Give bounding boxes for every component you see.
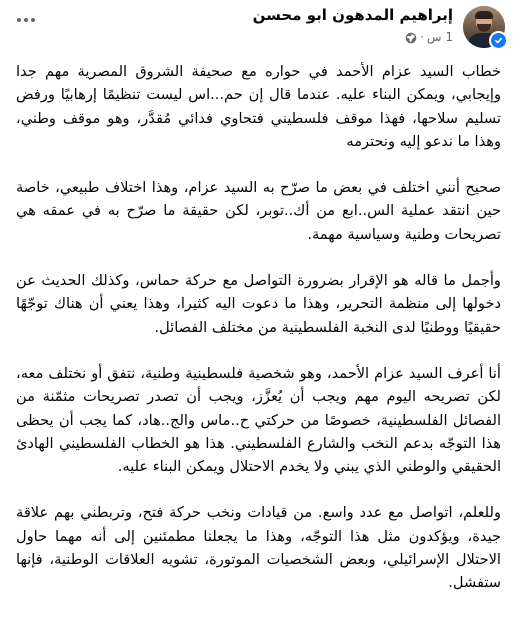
globe-icon[interactable] — [405, 31, 417, 43]
post-meta — [253, 28, 453, 46]
more-options-dot — [24, 18, 28, 22]
post-text — [16, 60, 501, 618]
more-options-dot — [17, 18, 21, 22]
post-header — [0, 4, 519, 54]
verified-badge-icon — [489, 31, 508, 50]
post-paragraph: وأجمل ما قاله هو الإقرار بضرورة التواصل مع حركة حماس، وكذلك الحديث عن دخولها إلى منظمة التحرير، وهذا ما دعوت اليه كثيرا، وهذا يعني أن هناك توجّهًا حقيقيًا ووطنيًا لدى النخبة الفلسطينية من مختلف الفصائل. — [16, 272, 501, 336]
post-time[interactable]: 1 س — [426, 30, 453, 44]
post-paragraph: أنا أعرف السيد عزام الأحمد، وهو شخصية فلسطينية وطنية، نتفق أو نختلف معه، لكن تصريحه اليوم مهم ويجب أن يُعزَّز، ويجب أن تصدر تصريحات مثمّنة من الفصائل الفلسطينية، خصوصًا من حركتي ح..ماس والج..هاد، كما يجب أن يحظى هذا التوجّه بدعم النخب والشارع الفلسطيني. هذا هو الخطاب الفلسطيني الهادئ الحقيقي والوطني الذي يبني ولا يخدم الاحتلال ويمكن البناء عليه. — [16, 364, 501, 476]
post-paragraph: صحيح أنني اختلف في بعض ما صرّح به السيد عزام، وهذا اختلاف طبيعي، خاصة حين انتقد عملية الس..ابع من أك..توبر، لكن حقيقة ما صرّح به في عمقه هي تصريحات وطنية وسياسية مهمة. — [16, 179, 501, 243]
post-paragraph: خطاب السيد عزام الأحمد في حواره مع صحيفة الشروق المصرية مهم جدا وإيجابي، ويمكن البناء عليه. عندما قال إن حم...اس ليست تنظيمًا إرهابيًا ورفض تسليم سلاحها، فهذا موقف فلسطيني فتحاوي فدائي مُقدَّر، وهو موقف وطني، وهذا ما ندعو إليه ونحترمه — [16, 63, 501, 150]
author-info — [253, 4, 453, 46]
author-name[interactable]: إبراهيم المدهون ابو محسن — [252, 6, 453, 24]
meta-separator: · — [420, 30, 424, 44]
more-options-button[interactable] — [12, 10, 40, 30]
more-options-dot — [31, 18, 35, 22]
post-paragraph: وللعلم، اتواصل مع عدد واسع. من قيادات ونخب حركة فتح، وتربطني بهم علاقة جيدة، ويؤكدون مثل هذا التوجّه، وهذا ما يجعلنا مطمئنين إلى أنه مهما حاول الاحتلال الإسرائيلي، وبعض الشخصيات الموتورة، تشويه العلاقات الوطنية، فإنها ستفشل. — [16, 504, 501, 592]
author-avatar-link[interactable] — [463, 6, 505, 48]
